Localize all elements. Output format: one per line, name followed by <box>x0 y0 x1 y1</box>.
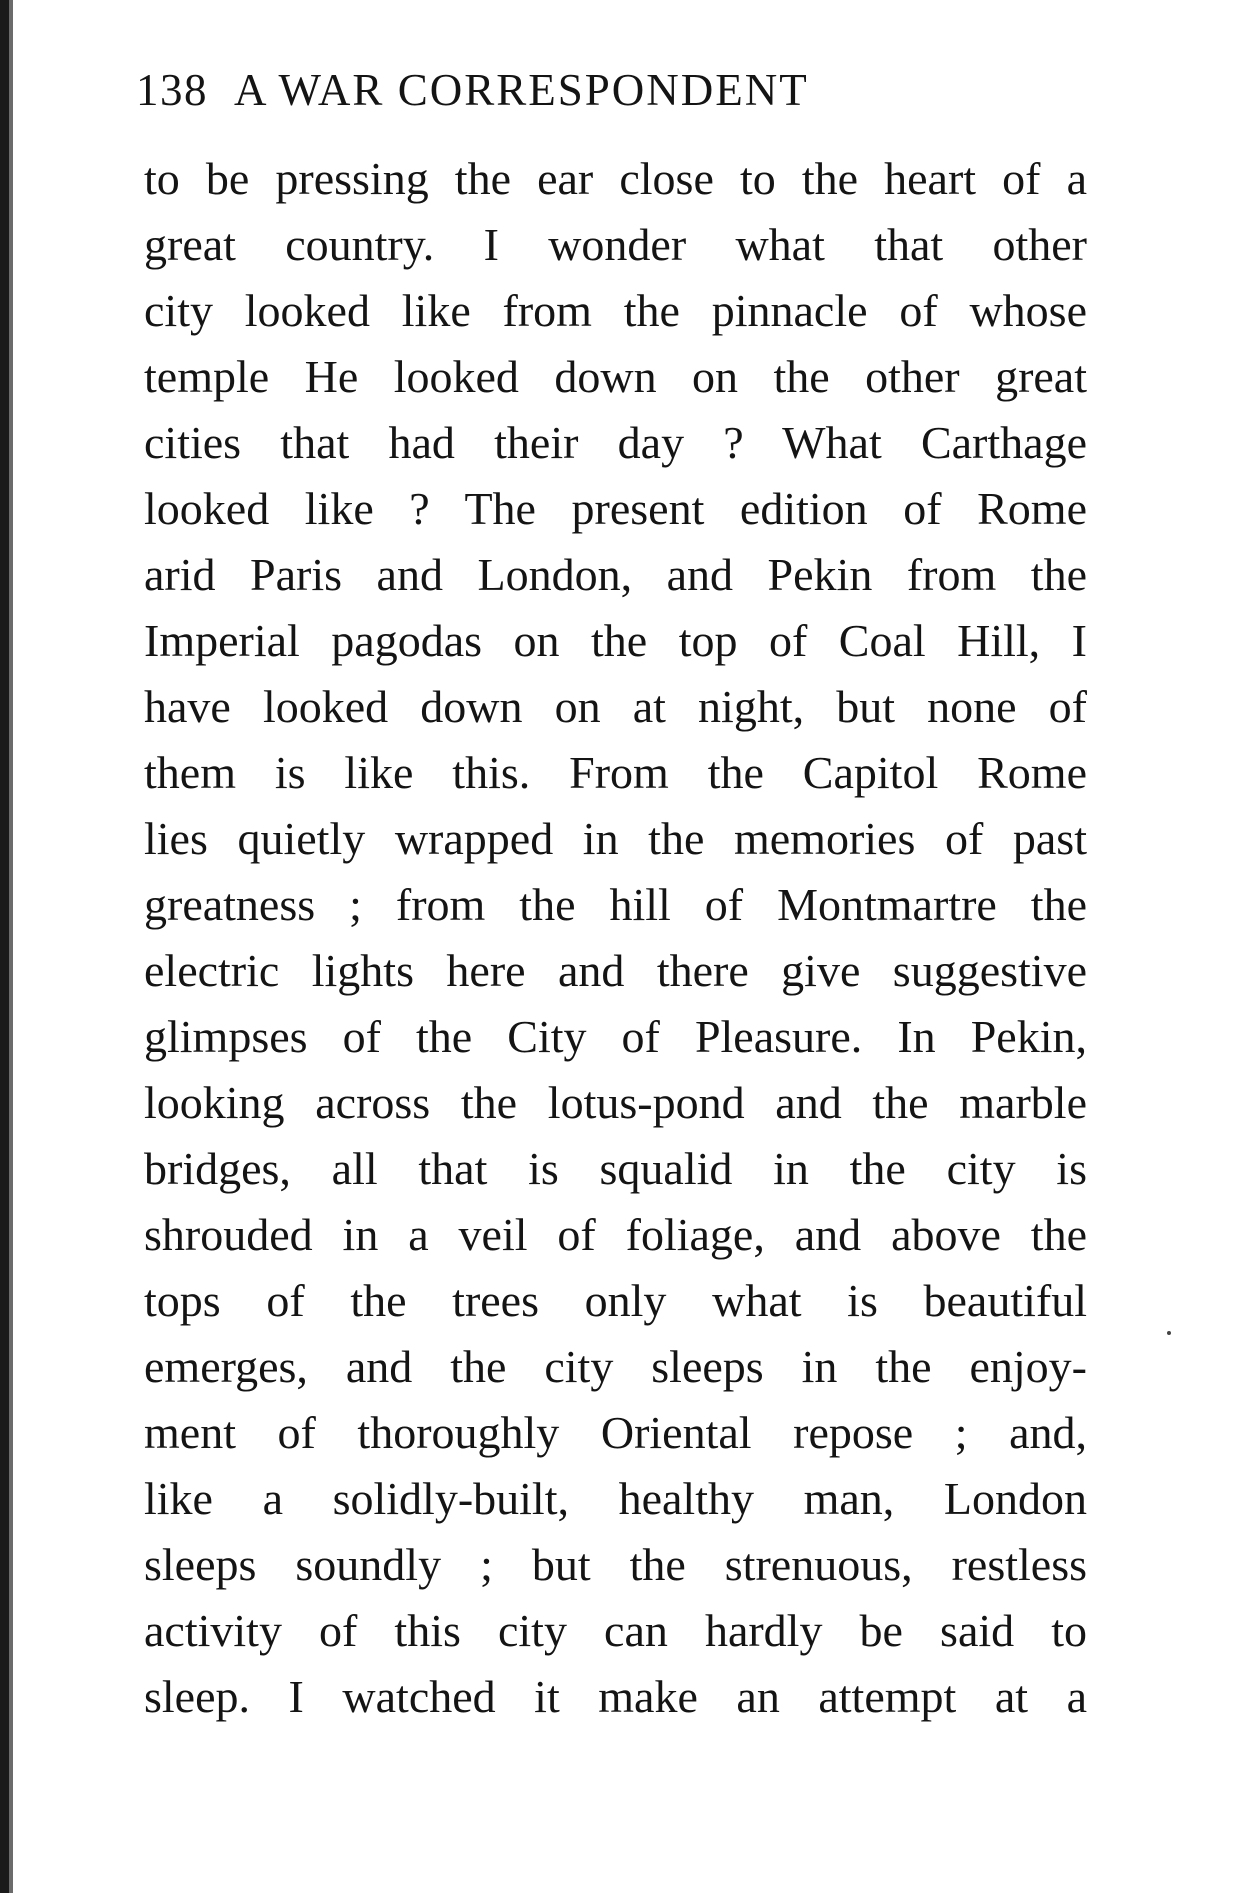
text-line: glimpses of the City of Pleasure. In Pekin, <box>144 1011 1087 1062</box>
text-line: looked like ? The present edition of Rome <box>144 483 1087 534</box>
text-line: greatness ; from the hill of Montmartre the <box>144 879 1087 930</box>
text-line: cities that had their day ? What Carthage <box>144 417 1087 468</box>
text-line: electric lights here and there give suggestive <box>144 945 1087 996</box>
text-line: like a solidly-built, healthy man, London <box>144 1473 1087 1524</box>
text-line: ment of thoroughly Oriental repose ; and, <box>144 1407 1087 1458</box>
text-line: have looked down on at night, but none of <box>144 681 1087 732</box>
text-line: to be pressing the ear close to the heart of a <box>144 153 1087 204</box>
text-line: tops of the trees only what is beautiful <box>144 1275 1087 1326</box>
text-line: lies quietly wrapped in the memories of past <box>144 813 1087 864</box>
page-number: 138 <box>136 65 208 115</box>
text-line: temple He looked down on the other great <box>144 351 1087 402</box>
running-head <box>136 64 809 116</box>
text-line: shrouded in a veil of foliage, and above the <box>144 1209 1087 1260</box>
text-line: bridges, all that is squalid in the city is <box>144 1143 1087 1194</box>
text-line: them is like this. From the Capitol Rome <box>144 747 1087 798</box>
text-line: sleeps soundly ; but the strenuous, restless <box>144 1539 1087 1590</box>
text-line: city looked like from the pinnacle of whose <box>144 285 1087 336</box>
text-line: great country. I wonder what that other <box>144 219 1087 270</box>
text-line: sleep. I watched it make an attempt at a <box>144 1671 1087 1722</box>
text-line: Imperial pagodas on the top of Coal Hill, I <box>144 615 1087 666</box>
text-line: activity of this city can hardly be said to <box>144 1605 1087 1656</box>
text-line: looking across the lotus-pond and the marble <box>144 1077 1087 1128</box>
text-line: arid Paris and London, and Pekin from the <box>144 549 1087 600</box>
ink-speck <box>1167 1331 1171 1335</box>
running-title: A WAR CORRESPONDENT <box>234 65 809 115</box>
body-text <box>144 146 1087 1730</box>
binding-edge <box>0 0 9 1893</box>
text-line: emerges, and the city sleeps in the enjoy- <box>144 1341 1087 1392</box>
binding-shadow <box>9 0 13 1893</box>
